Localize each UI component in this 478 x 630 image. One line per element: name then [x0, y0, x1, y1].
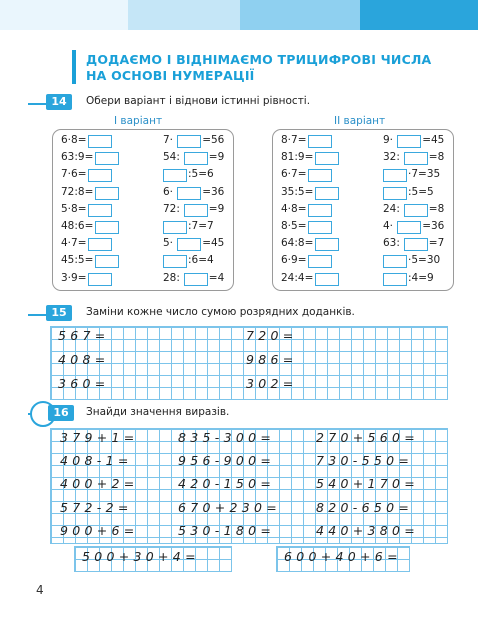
- task16-number: 16: [48, 405, 74, 421]
- task16-col1-expr-5: 900+6=: [60, 522, 139, 538]
- variant1-right-blank-2[interactable]: [184, 152, 208, 165]
- variant2-left-blank-4[interactable]: [315, 187, 339, 200]
- variant1-right-post-3: :5=6: [188, 168, 214, 181]
- variant1-left-blank-5[interactable]: [88, 204, 112, 217]
- variant1-right-blank-1[interactable]: [177, 135, 201, 148]
- variant1-left-blank-8[interactable]: [95, 255, 119, 268]
- task16-col1-expr-2: 408-1=: [60, 453, 133, 469]
- variant1-label: І варіант: [114, 115, 163, 127]
- variant1-right-blank-7[interactable]: [177, 238, 201, 251]
- variant1-right-post-7: =45: [202, 237, 225, 250]
- task16-extra-expr-1: 500+30+4=: [82, 549, 200, 564]
- variant1-right-blank-5[interactable]: [184, 204, 208, 217]
- variant1-left-eq-3: 7·6=: [61, 168, 87, 181]
- variant1-right-pre-4: 6·: [163, 185, 174, 198]
- variant2-right-post-2: =8: [428, 151, 445, 164]
- task16-col2-expr-4: 670+230=: [178, 499, 282, 515]
- variant1-right-pre-7: 5·: [163, 237, 174, 250]
- variant1-left-eq-7: 4·7=: [61, 237, 87, 250]
- title-line-1: ДОДАЄМО І ВІДНІМАЄМО ТРИЦИФРОВІ ЧИСЛА: [86, 52, 432, 67]
- variant2-left-blank-3[interactable]: [308, 169, 332, 182]
- task14-number: 14: [46, 94, 72, 110]
- variant2-right-blank-4[interactable]: [383, 187, 407, 200]
- task16-col2-expr-1: 835-300=: [178, 430, 276, 445]
- variant2-right-blank-3[interactable]: [383, 169, 407, 182]
- task16-col1-expr-1: 379+1=: [60, 430, 139, 445]
- variant2-left-eq-9: 24:4=: [281, 271, 314, 284]
- variant2-right-post-5: =8: [428, 202, 445, 215]
- task16-col1-expr-3: 400+2=: [60, 476, 139, 492]
- task16-extra-expr-2: 600+40+6=: [284, 549, 402, 564]
- variant1-right-post-1: =56: [202, 134, 225, 146]
- page-title: [86, 52, 446, 84]
- variant2-left-eq-5: 4·8=: [281, 202, 307, 215]
- variant2-left-blank-2[interactable]: [315, 152, 339, 165]
- variant1-right-pre-1: 7·: [163, 134, 174, 146]
- variant1-left-blank-3[interactable]: [88, 169, 112, 182]
- title-accent: [72, 50, 76, 84]
- variant2-right-post-7: =7: [428, 237, 445, 250]
- variant2-right-post-6: =36: [422, 220, 445, 232]
- task14-text: Обери варіант і віднови істинні рівності.: [86, 95, 311, 107]
- task16-col2-expr-2: 956-900=: [178, 453, 276, 469]
- variant1-right-post-2: =9: [208, 151, 225, 164]
- task15-col2-expr-1: 720=: [246, 328, 298, 343]
- variant2-label: ІІ варіант: [334, 115, 386, 127]
- variant2-left-blank-9[interactable]: [315, 273, 339, 286]
- variant1-left-eq-6: 48:6=: [61, 220, 94, 232]
- variant1-left-blank-2[interactable]: [95, 152, 119, 165]
- variant2-right-blank-2[interactable]: [404, 152, 428, 165]
- variant1-right-blank-3[interactable]: [163, 169, 187, 182]
- variant2-left-eq-8: 6·9=: [281, 254, 307, 267]
- task16-col3-expr-5: 440+380=: [316, 522, 420, 538]
- variant2-left-eq-1: 8·7=: [281, 134, 307, 146]
- variant2-right-blank-9[interactable]: [383, 273, 407, 286]
- variant1-right-pre-5: 72:: [163, 202, 180, 215]
- variant1-right-pre-2: 54:: [163, 151, 180, 164]
- variant2-right-pre-1: 9·: [383, 134, 394, 146]
- variant1-right-post-4: =36: [202, 185, 225, 198]
- variant2-left-blank-8[interactable]: [308, 255, 332, 268]
- header-strip-1: [0, 0, 128, 30]
- variant2-right-blank-1[interactable]: [397, 135, 421, 148]
- variant2-right-blank-6[interactable]: [397, 221, 421, 234]
- variant2-right-post-3: ·7=35: [408, 168, 441, 181]
- header-strip-3: [240, 0, 360, 30]
- variant2-right-post-8: ·5=30: [408, 254, 441, 267]
- variant2-right-post-1: =45: [422, 134, 445, 146]
- task15-col1-expr-2: 408=: [58, 352, 110, 367]
- task16-col2-expr-3: 420-150=: [178, 476, 276, 492]
- variant2-left-eq-7: 64:8=: [281, 237, 314, 250]
- variant1-right-blank-4[interactable]: [177, 187, 201, 200]
- variant2-left-blank-7[interactable]: [315, 238, 339, 251]
- variant2-left-eq-6: 8·5=: [281, 220, 307, 232]
- task16-col2-expr-5: 530-180=: [178, 522, 276, 538]
- variant1-left-eq-2: 63:9=: [61, 151, 94, 164]
- variant1-left-eq-4: 72:8=: [61, 185, 94, 198]
- variant2-right-blank-8[interactable]: [383, 255, 407, 268]
- page-number: 4: [36, 583, 44, 597]
- header-strip-4: [360, 0, 478, 30]
- variant1-right-post-5: =9: [208, 202, 225, 215]
- variant2-right-post-9: :4=9: [408, 271, 434, 284]
- variant2-right-blank-7[interactable]: [404, 238, 428, 251]
- variant1-right-post-8: :6=4: [188, 254, 214, 267]
- task15-col1-expr-1: 567=: [58, 328, 110, 343]
- variant1-left-blank-1[interactable]: [88, 135, 112, 148]
- variant2-right-pre-2: 32:: [383, 151, 400, 164]
- variant1-right-blank-9[interactable]: [184, 273, 208, 286]
- title-line-2: НА ОСНОВІ НУМЕРАЦІЇ: [86, 68, 255, 83]
- task15-text: Заміни кожне число сумою розрядних доданків.: [86, 306, 355, 318]
- task16-col3-expr-2: 730-550=: [316, 453, 414, 469]
- variant2-right-pre-7: 63:: [383, 237, 400, 250]
- variant1-left-eq-9: 3·9=: [61, 271, 87, 284]
- variant1-right-blank-8[interactable]: [163, 255, 187, 268]
- task15-col1-expr-3: 360=: [58, 376, 110, 391]
- task15-number: 15: [46, 305, 72, 321]
- task15-col2-expr-2: 986=: [246, 352, 298, 367]
- variant1-left-eq-5: 5·8=: [61, 202, 87, 215]
- header-strip-2: [128, 0, 240, 30]
- variant1-left-blank-6[interactable]: [95, 221, 119, 234]
- variant1-right-post-9: =4: [208, 271, 225, 284]
- variant1-left-blank-9[interactable]: [88, 273, 112, 286]
- variant2-right-pre-6: 4·: [383, 220, 394, 232]
- variant2-left-eq-2: 81:9=: [281, 151, 314, 164]
- variant1-left-blank-7[interactable]: [88, 238, 112, 251]
- variant2-left-eq-4: 35:5=: [281, 185, 314, 198]
- task16-col3-expr-4: 820-650=: [316, 499, 414, 515]
- task15-col2-expr-3: 302=: [246, 376, 298, 391]
- variant1-right-blank-6[interactable]: [163, 221, 187, 234]
- variant1-left-eq-1: 6·8=: [61, 134, 87, 146]
- variant2-left-eq-3: 6·7=: [281, 168, 307, 181]
- variant2-right-post-4: :5=5: [408, 185, 434, 198]
- variant1-right-post-6: :7=7: [188, 220, 214, 232]
- task16-col1-expr-4: 572-2=: [60, 499, 133, 515]
- variant1-right-pre-9: 28:: [163, 271, 180, 284]
- variant2-left-blank-5[interactable]: [308, 204, 332, 217]
- variant1-left-eq-8: 45:5=: [61, 254, 94, 267]
- task16-col3-expr-3: 540+170=: [316, 476, 420, 492]
- task16-col3-expr-1: 270+560=: [316, 430, 420, 445]
- task16-text: Знайди значення виразів.: [86, 406, 230, 418]
- variant1-left-blank-4[interactable]: [95, 187, 119, 200]
- variant2-left-blank-1[interactable]: [308, 135, 332, 148]
- variant2-left-blank-6[interactable]: [308, 221, 332, 234]
- variant2-right-blank-5[interactable]: [404, 204, 428, 217]
- variant2-right-pre-5: 24:: [383, 202, 400, 215]
